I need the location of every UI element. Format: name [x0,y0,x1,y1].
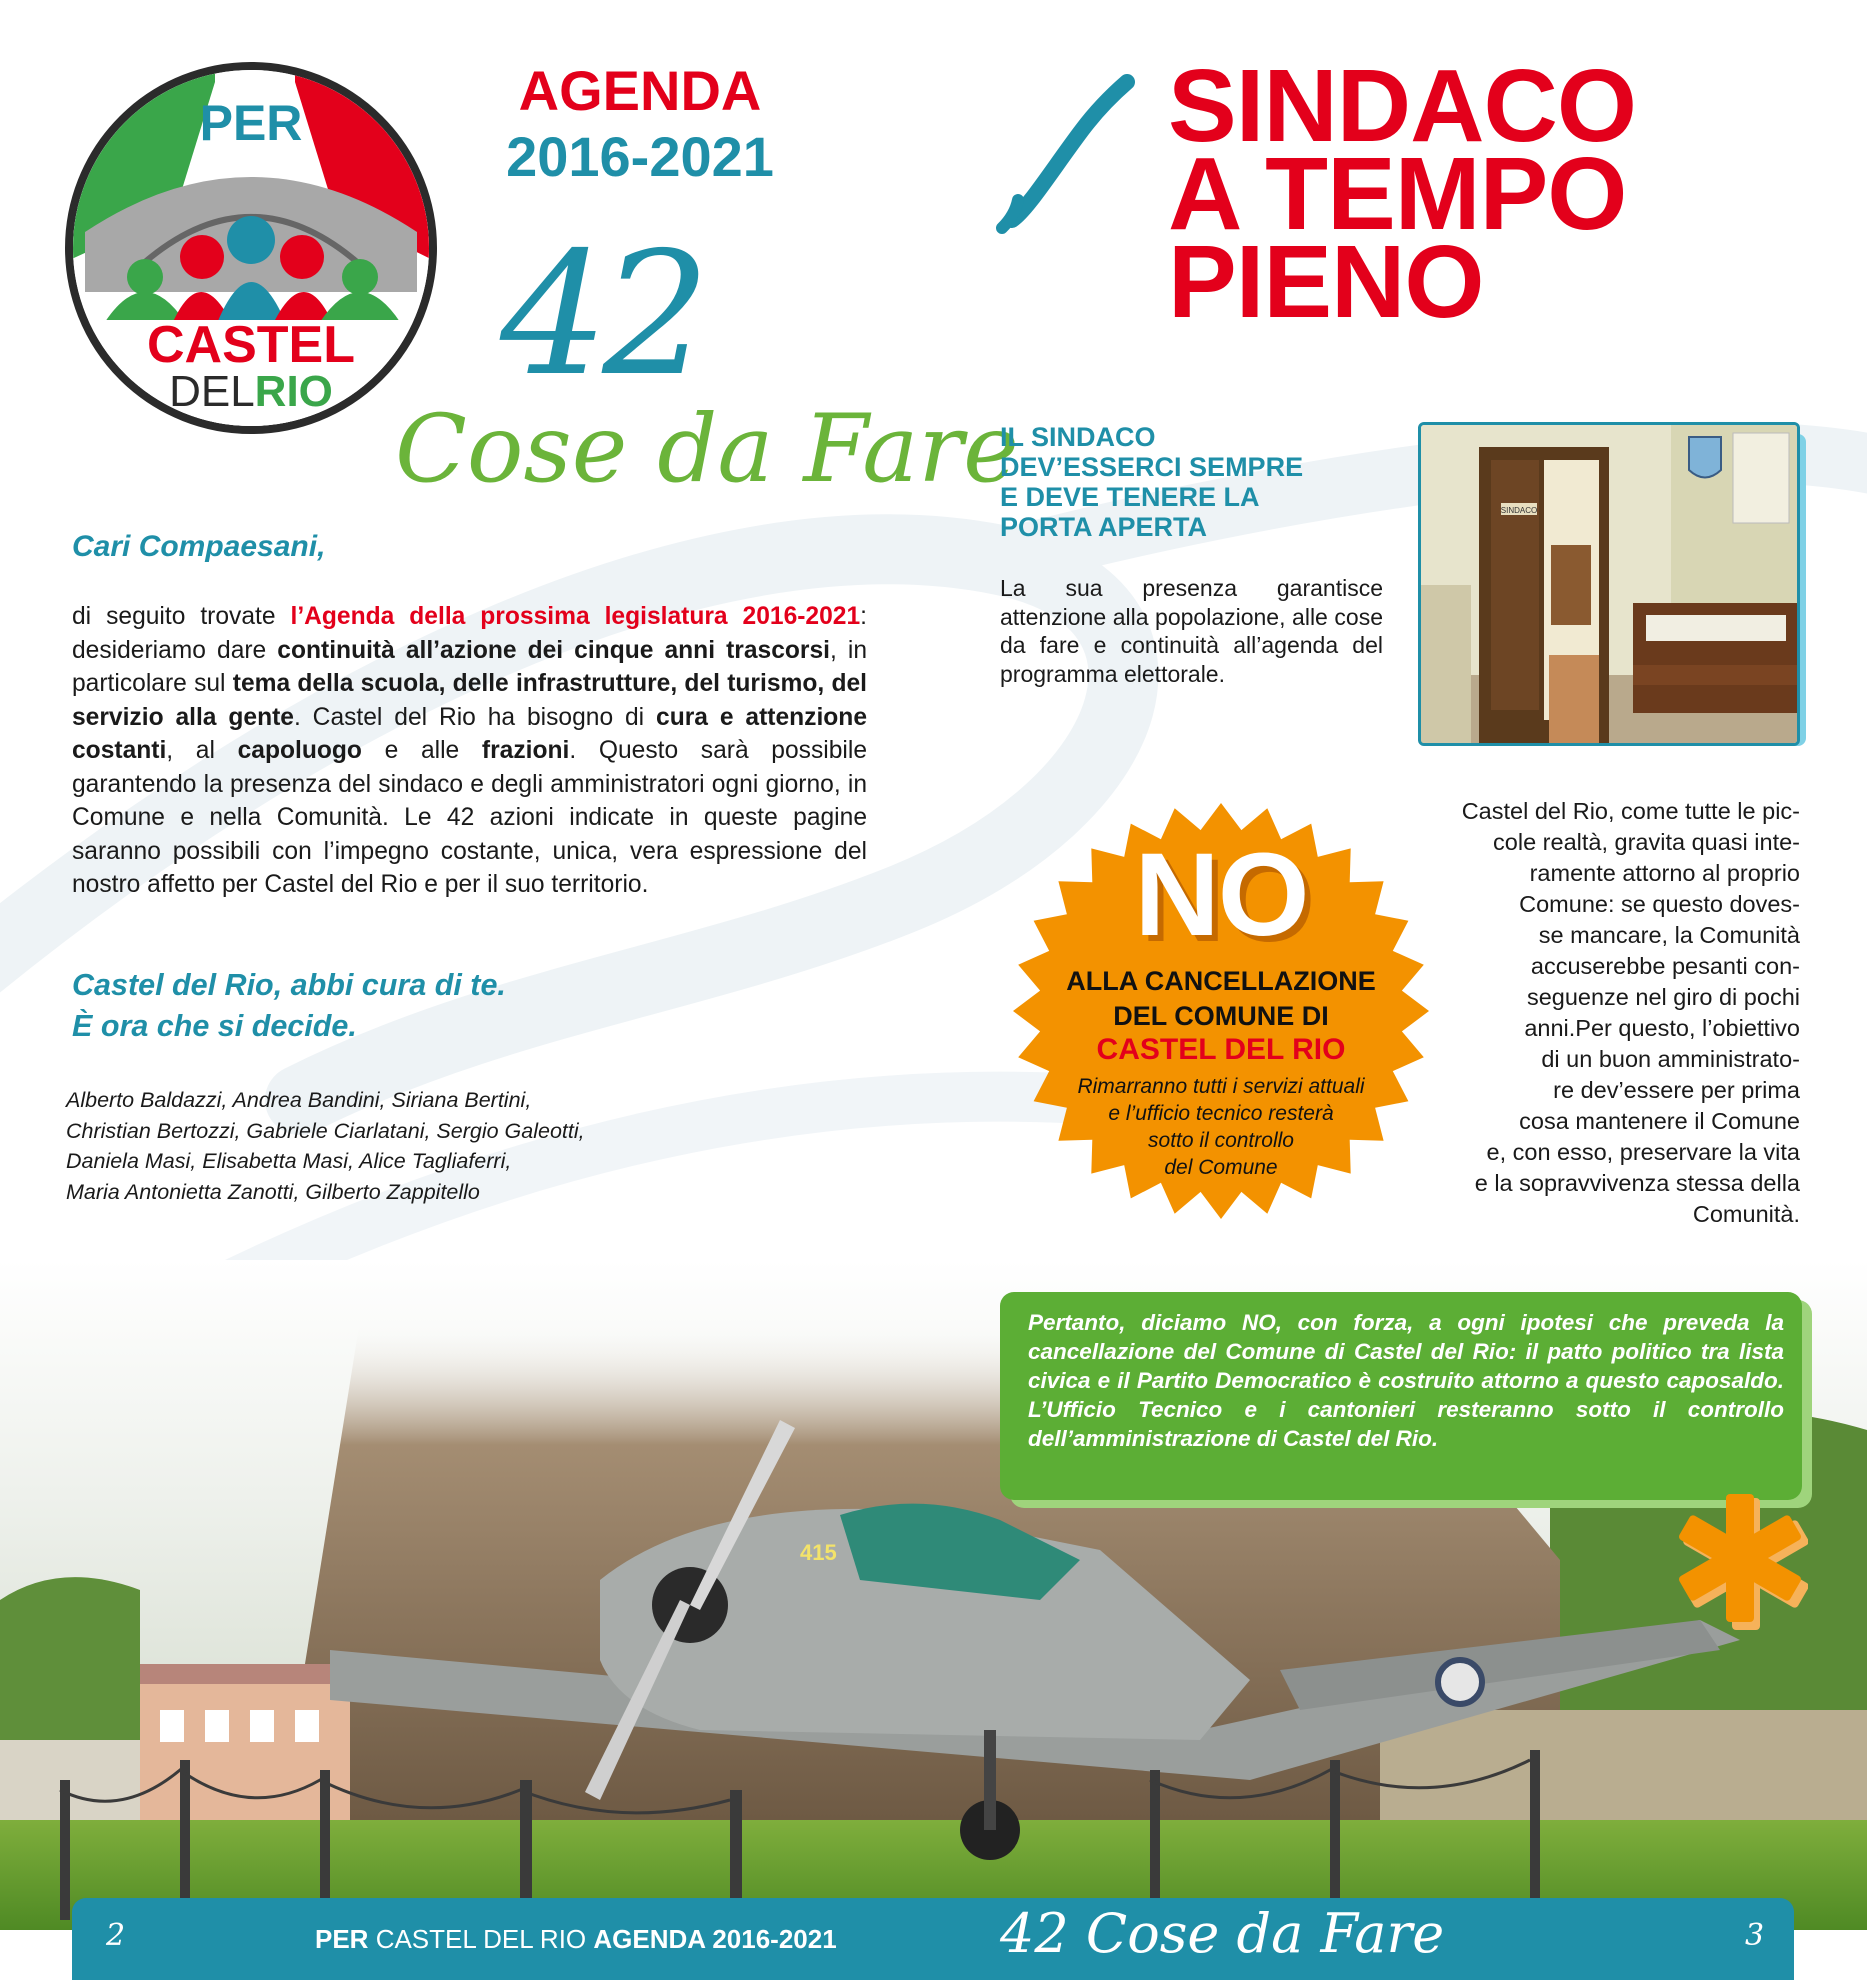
asterisk-icon [1678,1490,1808,1630]
section-subbody: La sua presenza garantisce attenzione alla popolazione, alle cose da fare e continuità all’agenda del programma elettorale. [1000,575,1383,687]
number-one-stroke [992,70,1142,235]
badge-no: NO [1134,829,1308,961]
greeting: Cari Compaesani, [72,530,326,563]
candidate-names: Alberto Baldazzi, Andrea Bandini, Siriana Bertini, Christian Bertozzi, Gabriele Ciarlatani, Sergio Galeotti, Daniela Masi, Elisabetta Masi, Alice Tagliaferri, Maria Antonietta Zanotti, Gilberto Zappitello [66,1088,585,1204]
agenda-line1: AGENDA [518,59,762,122]
logo [65,62,437,434]
badge-line1: ALLA CANCELLAZIONE [1066,966,1376,996]
office-photo [1418,422,1800,746]
section-title: SINDACO A TEMPO PIENO [1168,48,1636,339]
slogan: Castel del Rio, abbi cura di te. È ora che si decide. [72,968,506,1043]
footer-script: 42 Cose da Fare [1000,1902,1445,1965]
agenda-number: 42 [500,216,705,414]
door-sign: SINDACO [1500,506,1538,515]
logo-delrio: DELRIO [169,367,333,416]
logo-castel: CASTEL [147,316,355,374]
plane-number: 415 [800,1540,837,1565]
footer-title: PER CASTEL DEL RIO AGENDA 2016-2021 [315,1924,837,1954]
green-statement: Pertanto, diciamo NO, con forza, a ogni ipotesi che preveda la cancellazione del Comune di Castel del Rio: il patto politico tra lista civica e il Partito Democratico è costruito attorno a questo caposaldo. L’Ufficio Tecnico e i cantonieri resteranno sotto il controllo dell’amministrazione di Castel del Rio. [1028,1310,1784,1451]
badge-subtext: Rimarranno tutti i servizi attuali e l’ufficio tecnico resterà sotto il controllo del Comune [1077,1075,1365,1179]
page-number-right: 3 [1745,1918,1765,1953]
page-number-left: 2 [106,1918,126,1953]
section-subheading: IL SINDACO DEV’ESSERCI SEMPRE E DEVE TENERE LA PORTA APERTA [1000,422,1304,542]
badge-line3: CASTEL DEL RIO [1096,1033,1346,1066]
logo-per: PER [199,95,303,151]
agenda-line2: 2016-2021 [506,125,774,188]
intro-paragraph: di seguito trovate l’Agenda della prossima legislatura 2016-2021: desideriamo dare continuità all’azione dei cinque anni trascorsi, in particolare sul tema della scuola, delle infrastrutture, del turismo, del servizio alla gente. Castel del Rio ha bisogno di cura e attenzione costanti, al capoluogo e alle frazioni. Questo sarà possibile garantendo la presenza del sindaco e degli amministratori ogni giorno, in Comune e nella Comunità. Le 42 azioni indicate in queste pagine saranno possibili con l’impegno costante, unica, vera espressione del nostro affetto per Castel del Rio e per il suo territorio. [72,603,868,898]
agenda-script: Cose da Fare [395,395,1019,504]
castel-paragraph: Castel del Rio, come tutte le pic- cole realtà, gravita quasi inte- ramente attorno al proprio Comune: se questo doves- se mancare, la Comunità accuserebbe pesanti con- seguenze nel giro di pochi anni.Per questo, l’obiettivo di un buon amministrato- re dev’essere per prima cosa mantenere il Comune e, con esso, preservare la vita e la sopravvivenza stessa della Comunità. [1461,798,1800,1227]
agenda-title [440,58,840,190]
badge-line2: DEL COMUNE DI [1113,1001,1329,1031]
